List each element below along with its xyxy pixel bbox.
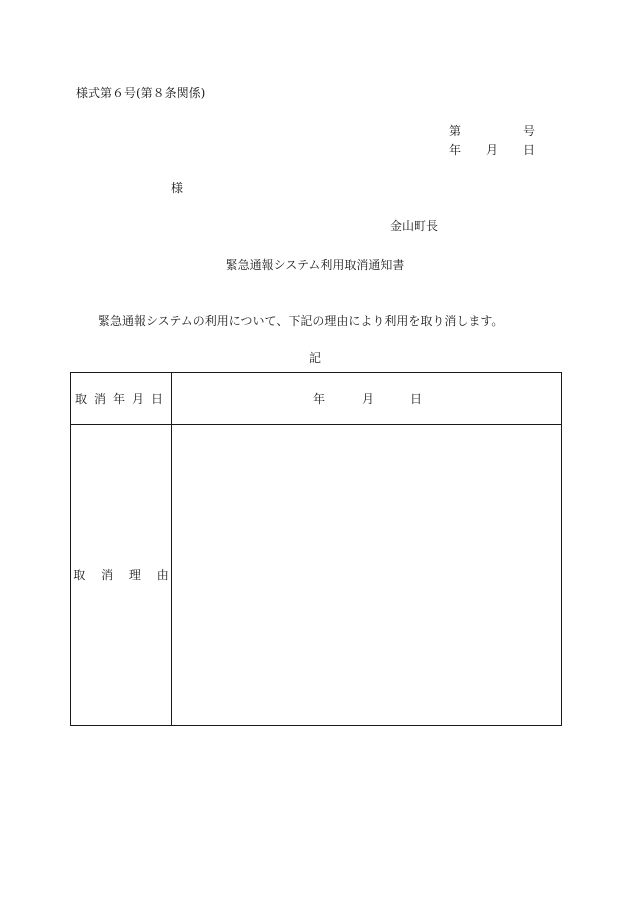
- number-suffix: 号: [523, 124, 536, 138]
- cancel-date-month: 月: [362, 392, 375, 406]
- issue-day-label: 日: [523, 143, 536, 157]
- number-prefix: 第: [449, 124, 462, 138]
- cancel-reason-label: 取 消 理 由: [73, 568, 169, 582]
- cancel-reason-field[interactable]: [172, 426, 561, 725]
- ki-heading: 記: [308, 351, 321, 365]
- issue-month-label: 月: [486, 143, 499, 157]
- issuer-name: 金山町長: [390, 219, 439, 233]
- cancel-date-day: 日: [410, 392, 423, 406]
- cancel-date-year: 年: [313, 392, 326, 406]
- cancel-date-label: 取消年月日: [74, 392, 170, 406]
- cancellation-table: [70, 372, 562, 726]
- addressee-honorific: 様: [171, 181, 184, 195]
- issue-year-label: 年: [449, 143, 462, 157]
- form-number: 様式第６号(第８条関係): [76, 86, 206, 100]
- cancel-date-field[interactable]: [172, 373, 562, 425]
- document-title: 緊急通報システム利用取消通知書: [225, 258, 405, 272]
- notice-body-text: 緊急通報システムの利用について、下記の理由により利用を取り消します。: [98, 314, 504, 328]
